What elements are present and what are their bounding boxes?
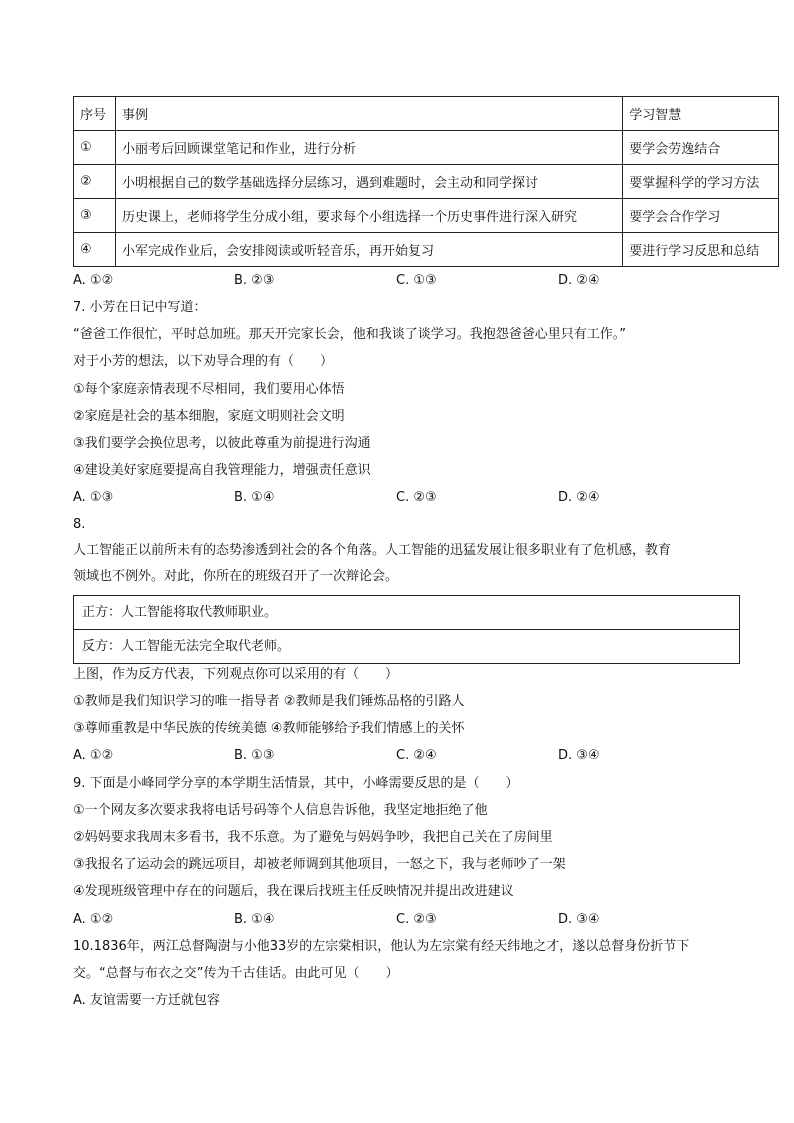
- option-b: B. ①④: [234, 912, 275, 927]
- q9-item: ②妈妈要求我周末多看书，我不乐意。为了避免与妈妈争吵，我把自己关在了房间里: [73, 830, 553, 845]
- table-row: [74, 131, 779, 165]
- debate-pro: 正方：人工智能将取代教师职业。: [82, 605, 278, 620]
- option-a: A. ①②: [73, 273, 114, 288]
- table-cell: 要进行学习反思和总结: [623, 233, 779, 267]
- option-c: C. ②③: [396, 490, 437, 505]
- table-header-row: [74, 97, 779, 131]
- q10-stem: 10.1836年，两江总督陶澍与小他33岁的左宗棠相识，他认为左宗棠有经天纬地之才，遂以总督身份折节下: [73, 939, 690, 954]
- option-a: A. ①②: [73, 912, 114, 927]
- debate-box: [73, 595, 740, 664]
- option-b: B. ②③: [234, 273, 275, 288]
- table-cell: 要掌握科学的学习方法: [623, 165, 779, 199]
- option-b: B. ①③: [234, 748, 275, 763]
- table-header-cell: 事例: [115, 97, 622, 131]
- table-cell: 要学会合作学习: [623, 199, 779, 233]
- table-cell: 要学会劳逸结合: [623, 131, 779, 165]
- q7-question: 对于小芳的想法，以下劝导合理的有（ ）: [73, 354, 334, 369]
- table-header-cell: 学习智慧: [623, 97, 779, 131]
- table-cell: 小丽考后回顾课堂笔记和作业，进行分析: [115, 131, 622, 165]
- option-b: B. ①④: [234, 490, 275, 505]
- table-header-cell: 序号: [74, 97, 116, 131]
- q9-item: ①一个网友多次要求我将电话号码等个人信息告诉他，我坚定地拒绝了他: [73, 803, 488, 818]
- table-cell: ③: [74, 199, 116, 233]
- learning-wisdom-table: [73, 96, 779, 267]
- table-cell: ②: [74, 165, 116, 199]
- q8-paragraph: 领域也不例外。对此，你所在的班级召开了一次辩论会。: [73, 569, 399, 584]
- table-row: [74, 199, 779, 233]
- option-d: D. ③④: [558, 912, 600, 927]
- option-a: A. ①③: [73, 490, 114, 505]
- table-cell: ④: [74, 233, 116, 267]
- table-row: [74, 165, 779, 199]
- q9-stem: 9. 下面是小峰同学分享的本学期生活情景，其中，小峰需要反思的是（ ）: [73, 776, 519, 791]
- option-c: C. ②④: [396, 748, 437, 763]
- table-cell: 小军完成作业后，会安排阅读或听轻音乐，再开始复习: [115, 233, 622, 267]
- option-a: A. 友谊需要一方迁就包容: [73, 993, 220, 1008]
- option-a: A. ①②: [73, 748, 114, 763]
- q9-item: ③我报名了运动会的跳远项目，却被老师调到其他项目，一怒之下，我与老师吵了一架: [73, 857, 566, 872]
- table-cell: 小明根据自己的数学基础选择分层练习，遇到难题时，会主动和同学探讨: [115, 165, 622, 199]
- q7-item: ②家庭是社会的基本细胞，家庭文明则社会文明: [73, 409, 345, 424]
- q8-items: ③尊师重教是中华民族的传统美德 ④教师能够给予我们情感上的关怀: [73, 721, 465, 736]
- q9-item: ④发现班级管理中存在的问题后，我在课后找班主任反映情况并提出改进建议: [73, 884, 514, 899]
- q7-quote: “爸爸工作很忙，平时总加班。那天开完家长会，他和我谈了谈学习。我抱怨爸爸心里只有工作。”: [73, 327, 626, 342]
- q8-paragraph: 人工智能正以前所未有的态势渗透到社会的各个角落。人工智能的迅猛发展让很多职业有了危机感，教育: [73, 543, 672, 558]
- q7-item: ④建设美好家庭要提高自我管理能力，增强责任意识: [73, 463, 371, 478]
- debate-con: 反方：人工智能无法完全取代老师。: [74, 629, 739, 663]
- q7-item: ①每个家庭亲情表现不尽相同，我们要用心体悟: [73, 382, 345, 397]
- option-c: C. ②③: [396, 912, 437, 927]
- option-d: D. ②④: [558, 273, 600, 288]
- option-d: D. ②④: [558, 490, 600, 505]
- table-cell: ①: [74, 131, 116, 165]
- q10-stem: 交。“总督与布衣之交”传为千古佳话。由此可见（ ）: [73, 966, 399, 981]
- option-c: C. ①③: [396, 273, 437, 288]
- q7-stem: 7. 小芳在日记中写道：: [73, 300, 207, 315]
- table-cell: 历史课上，老师将学生分成小组，要求每个小组选择一个历史事件进行深入研究: [115, 199, 622, 233]
- table-row: [74, 233, 779, 267]
- q8-number: 8.: [73, 517, 86, 532]
- q8-question: 上图，作为反方代表，下列观点你可以采用的有（ ）: [73, 667, 399, 682]
- q8-items: ①教师是我们知识学习的唯一指导者 ②教师是我们锤炼品格的引路人: [73, 694, 465, 709]
- q7-item: ③我们要学会换位思考，以彼此尊重为前提进行沟通: [73, 436, 371, 451]
- option-d: D. ③④: [558, 748, 600, 763]
